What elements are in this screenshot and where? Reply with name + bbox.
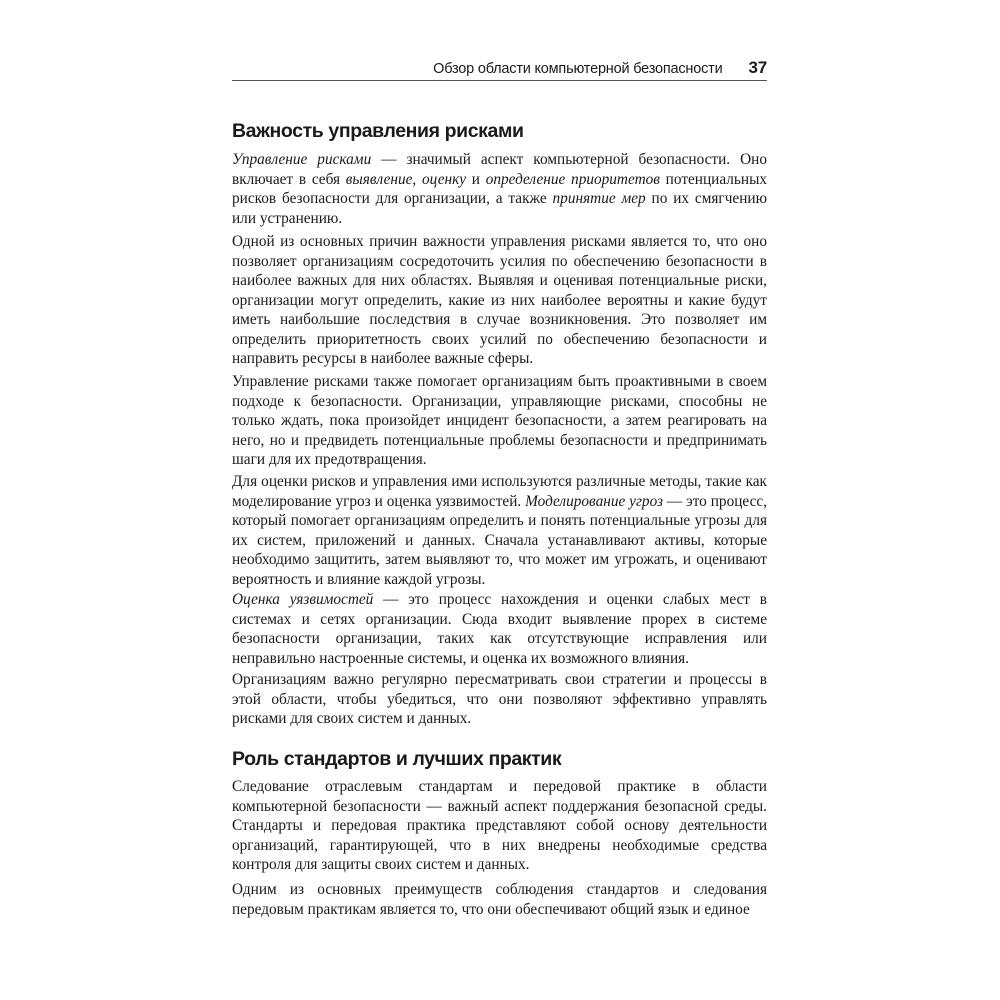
text-run: и bbox=[466, 170, 486, 188]
paragraph: Одним из основных преимуществ соблюдения стандартов и следования передовым практикам является то, что они обеспечивают общий язык и единое bbox=[232, 881, 767, 918]
section-heading-standards: Роль стандартов и лучших практик bbox=[232, 748, 562, 770]
header-title: Обзор области компьютерной безопасности bbox=[433, 61, 723, 77]
page-number: 37 bbox=[748, 58, 767, 77]
term-italic: Моделирование угроз bbox=[525, 492, 663, 510]
section-heading-risk-management: Важность управления рисками bbox=[232, 120, 524, 142]
paragraph: Управление рисками также помогает организациям быть проактивными в своем подходе к безопасности. Организации, управляющие рисками, способны не только ждать, пока произойдет инцидент безопасности, а затем реагировать на него, но и предвидеть потенциальные проблемы безопасности и предпринимать шаги для их предотвращения. bbox=[232, 373, 767, 468]
book-page bbox=[232, 50, 768, 918]
paragraph bbox=[232, 590, 767, 668]
paragraph: Следование отраслевым стандартам и передовой практике в области компьютерной безопасности — важный аспект поддержания безопасной среды. Стандарты и передовая практика представляют собой основу деятельности организаций, гарантирующей, что в них внедрены необходимые средства контроля для защиты своих систем и данных. bbox=[232, 778, 767, 873]
running-header bbox=[232, 50, 767, 81]
term-italic: выявление bbox=[345, 170, 413, 188]
term-italic: оценку bbox=[422, 170, 467, 188]
term-italic: определение приоритетов bbox=[485, 170, 660, 188]
text-run: — это процесс, который помогает организациям определить и понять потенциальные угрозы для их систем, приложений и данных. Сначала устанавливают активы, которые необходимо защитить, затем выявляют то, что может им угрожать, и оценивают вероятность и влияние каждой угрозы. bbox=[232, 492, 767, 588]
text-run: по их смягчению или устранению. bbox=[232, 190, 767, 227]
paragraph bbox=[232, 150, 767, 228]
text-run: потенциальных рисков безопасности для организации, а также bbox=[232, 170, 767, 207]
paragraph: Организациям важно регулярно пересматривать свои стратегии и процессы в этой области, чтобы убедиться, что они позволяют эффективно управлять рисками для своих систем и данных. bbox=[232, 671, 767, 727]
text-run: Для оценки рисков и управления ими используются различные методы, такие как моделирование угроз и оценка уязвимостей. bbox=[232, 473, 767, 510]
paragraph bbox=[232, 472, 767, 589]
text-run: — значимый аспект компьютерной безопасности. Оно включает в себя bbox=[232, 151, 767, 188]
text-run: — это процесс нахождения и оценки слабых мест в системах и сетях организации. Сюда входит выявление прорех в системе безопасности организации, таких как отсутствующие исправления или неправильно настроенные системы, и оценка их возможного влияния. bbox=[232, 591, 768, 667]
paragraph: Одной из основных причин важности управления рисками является то, что оно позволяет организациям сосредоточить усилия по обеспечению безопасности в наиболее важных для них областях. Выявляя и оценивая потенциальные риски, организации могут определить, какие из них наиболее вероятны и какие будут иметь наибольшие последствия в случае возникновения. Это позволяет им определить приоритетность своих усилий по обеспечению безопасности и направить ресурсы в наиболее важные сферы. bbox=[232, 233, 767, 367]
text-run: , bbox=[412, 170, 423, 188]
term-italic: Управление рисками bbox=[232, 151, 372, 168]
term-italic: Оценка уязвимостей bbox=[232, 591, 374, 608]
term-italic: принятие мер bbox=[552, 190, 646, 207]
